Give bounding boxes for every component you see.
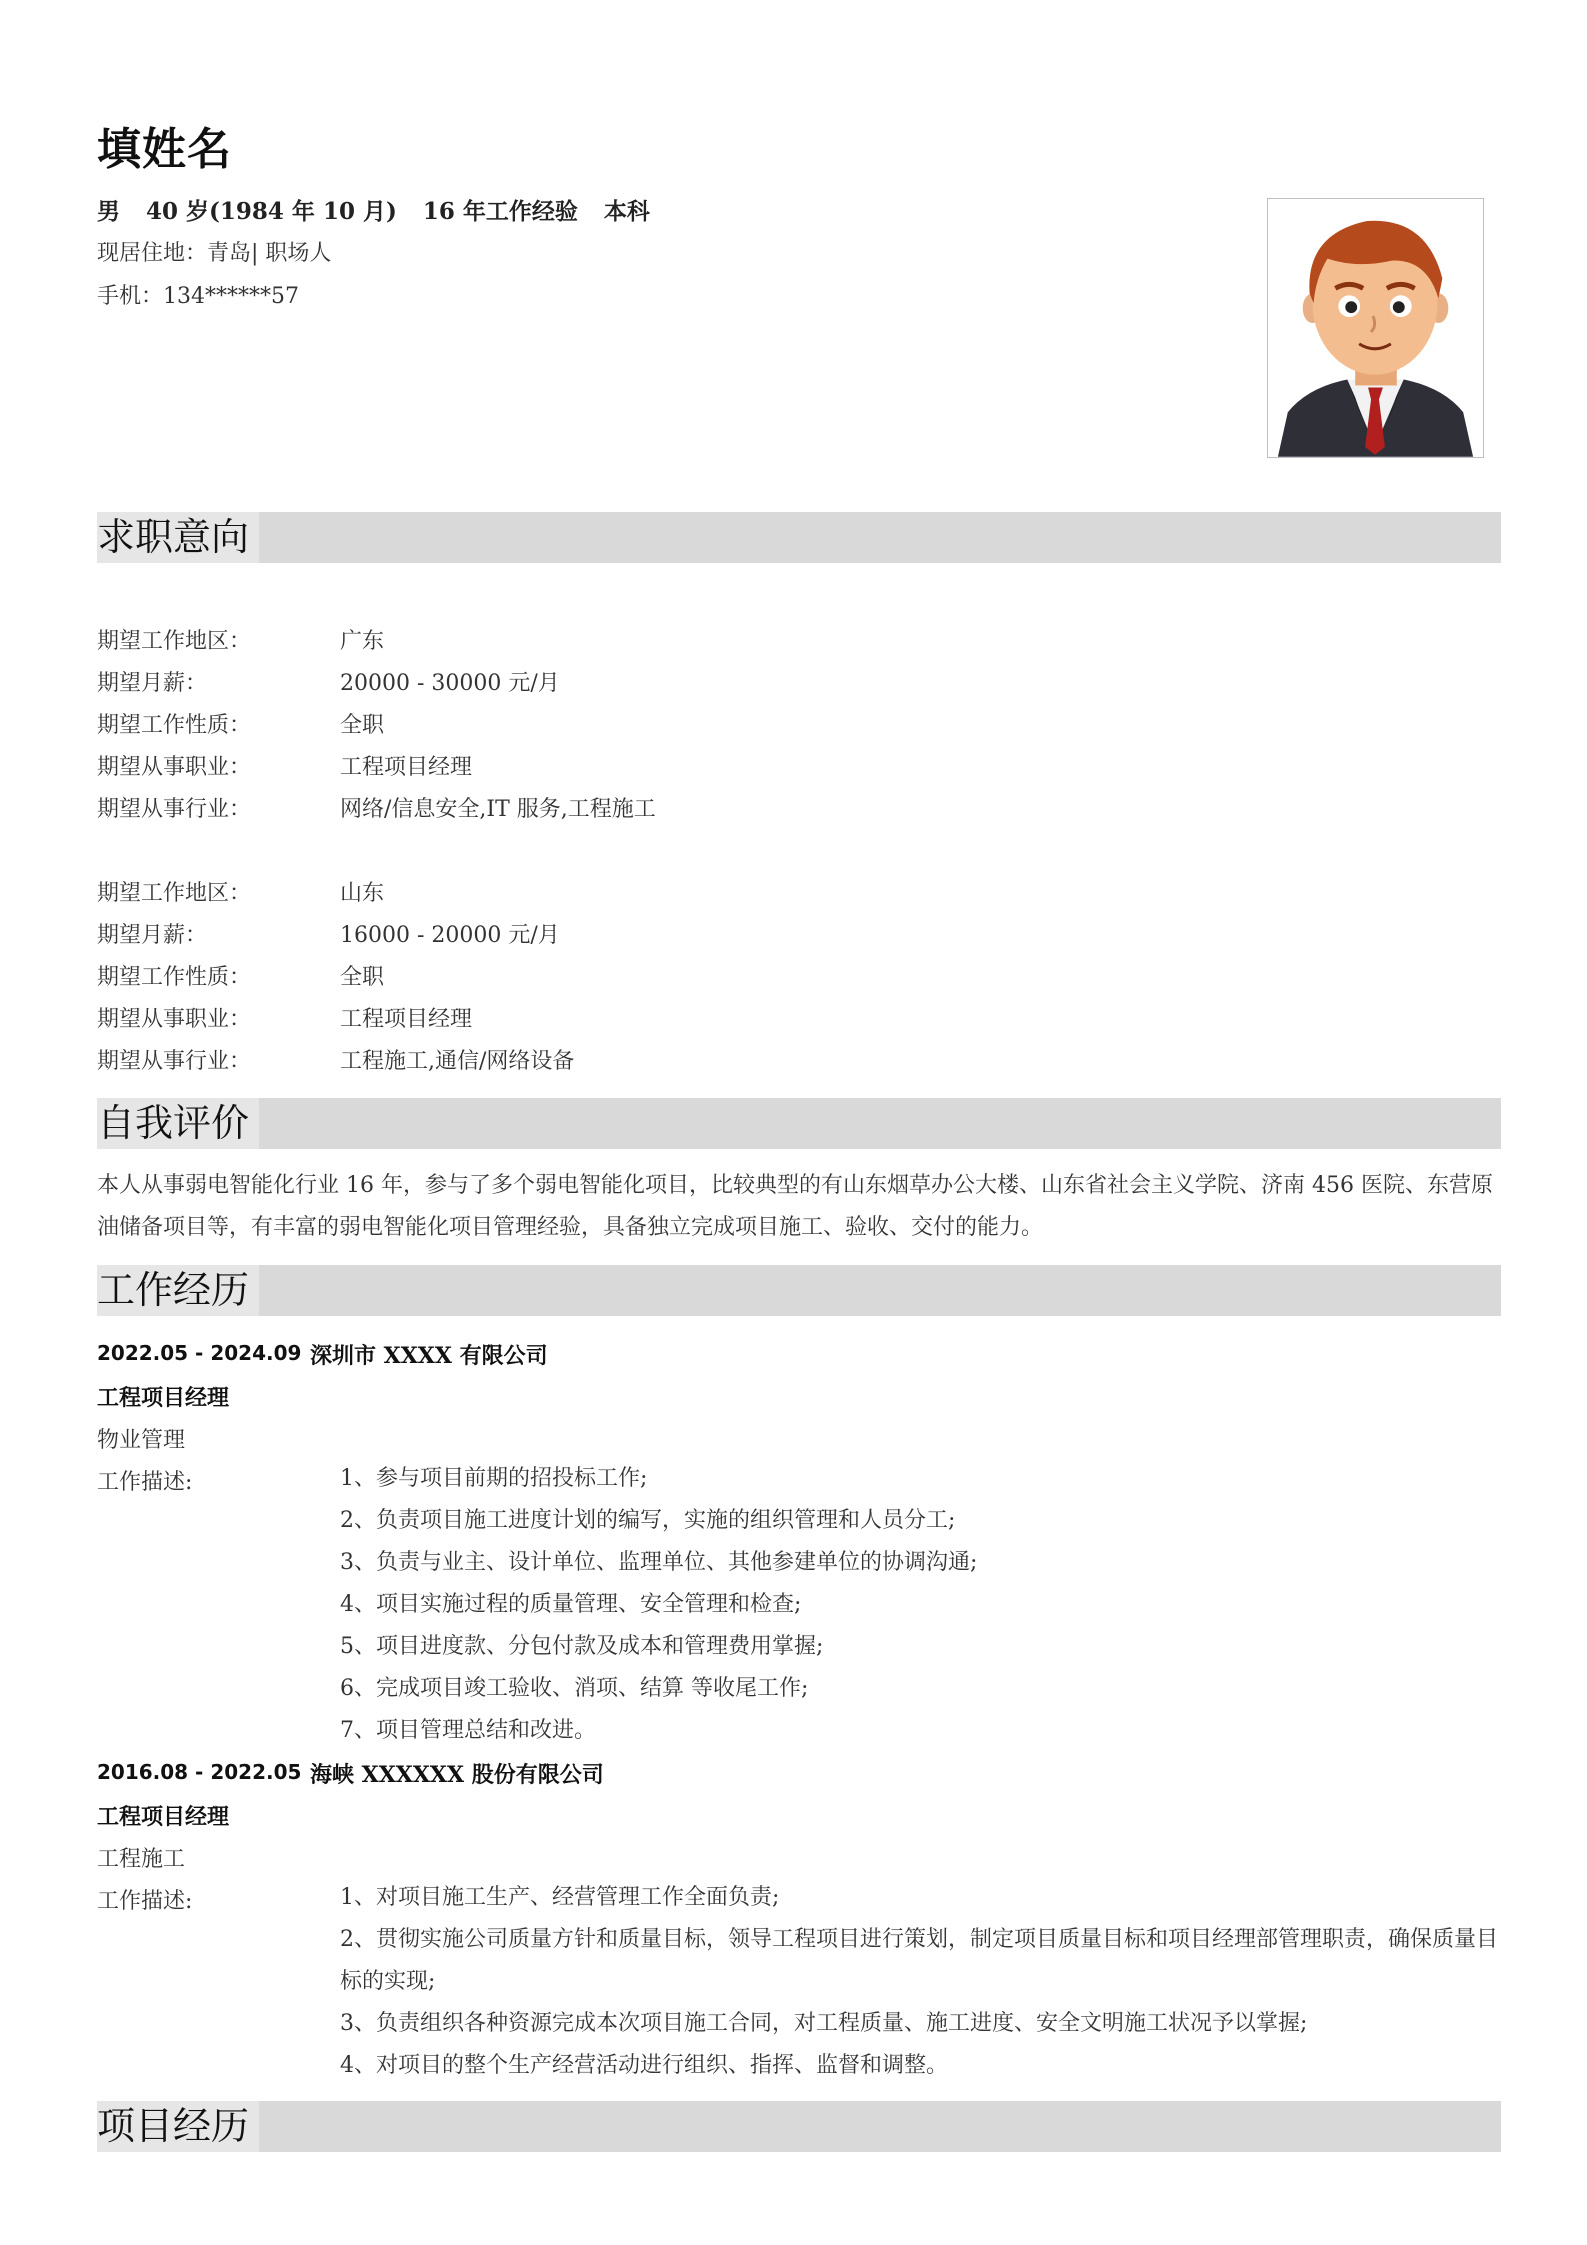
job-desc-item: 2、贯彻实施公司质量方针和质量目标，领导工程项目进行策划，制定项目质量目标和项目经理部管理职责，确保质量目标的实现; — [340, 1927, 1499, 1994]
intent-value: 网络/信息安全,IT 服务,工程施工 — [340, 797, 656, 822]
intent-value: 广东 — [340, 629, 385, 654]
intent-value: 全职 — [340, 713, 385, 738]
basic-info — [97, 193, 668, 226]
intent-value: 16000 - 20000 元/月 — [340, 923, 560, 948]
job-title: 工程项目经理 — [97, 1804, 230, 1830]
candidate-name: 填姓名 — [97, 124, 232, 175]
job-desc-item: 7、项目管理总结和改进。 — [340, 1718, 596, 1743]
intent-label: 期望从事职业： — [97, 1007, 252, 1032]
section-title-self: 自我评价 — [97, 1098, 259, 1149]
avatar-illustration — [1268, 199, 1483, 457]
avatar — [1267, 198, 1484, 458]
job-desc-item: 3、负责组织各种资源完成本次项目施工合同，对工程质量、施工进度、安全文明施工状况予以掌握; — [340, 2011, 1308, 2036]
job-desc-item: 1、对项目施工生产、经营管理工作全面负责; — [340, 1885, 780, 1910]
job-desc-item: 5、项目进度款、分包付款及成本和管理费用掌握; — [340, 1634, 824, 1659]
intent-label: 期望月薪： — [97, 671, 208, 696]
intent-label: 期望工作地区： — [97, 881, 252, 906]
job-company: 深圳市 XXXX 有限公司 — [310, 1343, 548, 1369]
intent-label: 期望月薪： — [97, 923, 208, 948]
section-work-experience — [97, 1265, 1501, 1316]
job-date: 2022.05 - 2024.09 — [97, 1341, 302, 1365]
job-desc-item: 4、对项目的整个生产经营活动进行组织、指挥、监督和调整。 — [340, 2053, 948, 2078]
job-desc-item: 4、项目实施过程的质量管理、安全管理和检查; — [340, 1592, 802, 1617]
job-desc-item: 2、负责项目施工进度计划的编写，实施的组织管理和人员分工; — [340, 1508, 956, 1533]
section-title-project: 项目经历 — [97, 2101, 259, 2152]
intent-label: 期望工作性质： — [97, 713, 252, 738]
job-title: 工程项目经理 — [97, 1385, 230, 1411]
intent-label: 期望从事行业： — [97, 797, 252, 822]
job-desc-item: 6、完成项目竣工验收、消项、结算 等收尾工作; — [340, 1676, 809, 1701]
job-desc-item: 3、负责与业主、设计单位、监理单位、其他参建单位的协调沟通; — [340, 1550, 978, 1575]
job-desc-label: 工作描述: — [97, 1470, 193, 1495]
self-evaluation-text: 本人从事弱电智能化行业 16 年，参与了多个弱电智能化项目，比较典型的有山东烟草办公大楼、山东省社会主义学院、济南 456 医院、东营原油储备项目等，有丰富的弱电智能化项目管理经验，具备独立完成项目施工、验收、交付的能力。 — [97, 1173, 1493, 1240]
intent-label: 期望从事行业： — [97, 1049, 252, 1074]
intent-value: 工程项目经理 — [340, 1007, 473, 1032]
intent-value: 全职 — [340, 965, 385, 990]
intent-label: 期望工作性质： — [97, 965, 252, 990]
intent-value: 山东 — [340, 881, 385, 906]
section-self-evaluation — [97, 1098, 1501, 1149]
intent-label: 期望工作地区： — [97, 629, 252, 654]
job-desc-label: 工作描述: — [97, 1889, 193, 1914]
gender: 男 — [97, 198, 120, 225]
intent-label: 期望从事职业： — [97, 755, 252, 780]
education: 本科 — [603, 198, 650, 225]
age: 40 岁(1984 年 10 月) — [146, 198, 397, 225]
job-date: 2016.08 - 2022.05 — [97, 1760, 302, 1784]
experience-years: 16 年工作经验 — [422, 198, 578, 225]
job-industry: 工程施工 — [97, 1847, 186, 1872]
job-desc-item: 1、参与项目前期的招投标工作; — [340, 1466, 648, 1491]
phone: 手机：134******57 — [97, 284, 299, 309]
section-job-intent — [97, 512, 1501, 563]
residence: 现居住地：青岛| 职场人 — [97, 241, 332, 266]
job-company: 海峡 XXXXXX 股份有限公司 — [310, 1762, 604, 1788]
section-project-experience — [97, 2101, 1501, 2152]
intent-value: 20000 - 30000 元/月 — [340, 671, 560, 696]
intent-value: 工程项目经理 — [340, 755, 473, 780]
job-industry: 物业管理 — [97, 1428, 186, 1453]
section-title-intent: 求职意向 — [97, 512, 259, 563]
intent-value: 工程施工,通信/网络设备 — [340, 1049, 575, 1074]
section-title-work: 工作经历 — [97, 1265, 259, 1316]
